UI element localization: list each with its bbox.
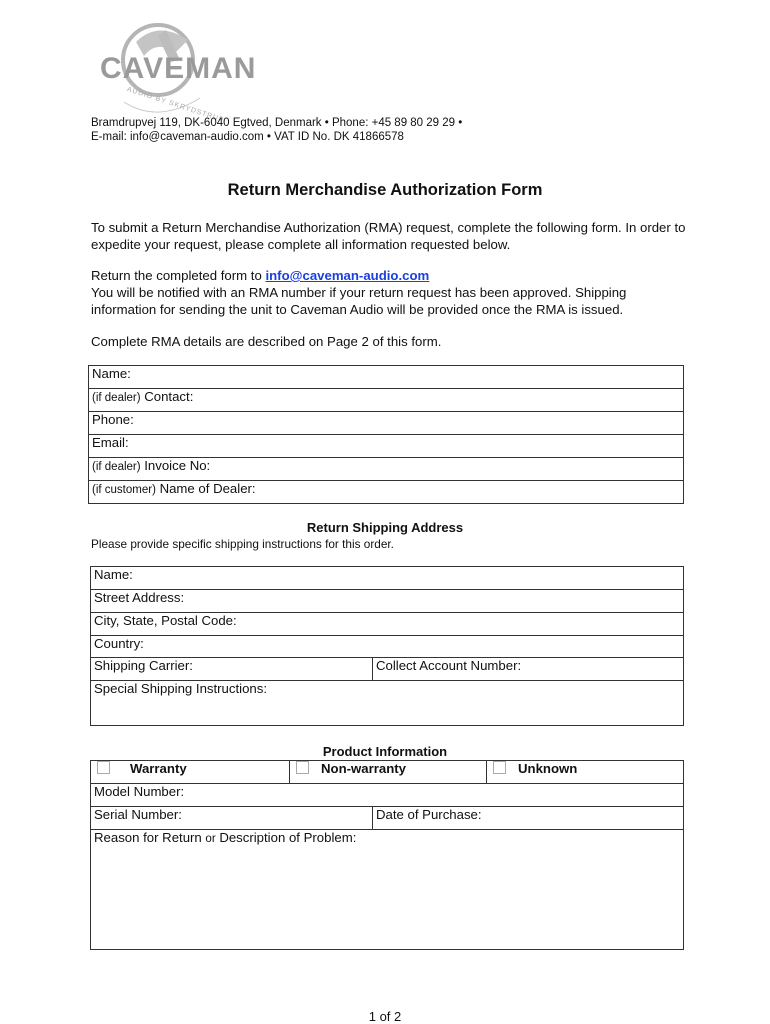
contact-field-label: Email:: [92, 435, 129, 450]
rma-details-note: Complete RMA details are described on Page 2 of this form.: [91, 334, 442, 349]
ship-carrier-label: Shipping Carrier:: [94, 658, 193, 673]
ship-special-field[interactable]: [91, 681, 684, 726]
contact-field-label: Phone:: [92, 412, 134, 427]
shipping-table: [90, 566, 684, 726]
ship-special-label: Special Shipping Instructions:: [94, 681, 268, 696]
purchase-date-label: Date of Purchase:: [376, 807, 482, 822]
unknown-checkbox[interactable]: [493, 761, 506, 774]
ship-country-field[interactable]: [91, 636, 684, 658]
product-heading: Product Information: [322, 744, 448, 759]
reason-label-or: or: [205, 833, 216, 845]
contact-field-1[interactable]: [89, 389, 684, 412]
ship-name-label: Name:: [94, 567, 133, 582]
non-warranty-checkbox[interactable]: [296, 761, 309, 774]
address-line-1: Bramdrupvej 119, DK-6040 Egtved, Denmark • Phone: +45 89 80 29 29 •: [91, 117, 463, 129]
contact-field-2[interactable]: [89, 412, 684, 435]
serial-number-field[interactable]: [91, 807, 373, 830]
contact-field-label: Invoice No:: [140, 458, 211, 473]
shipping-instructions-note: Please provide specific shipping instructions for this order.: [91, 537, 394, 551]
ship-city-field[interactable]: [91, 613, 684, 636]
contact-field-3[interactable]: [89, 435, 684, 458]
ship-street-field[interactable]: [91, 590, 684, 613]
notification-text: You will be notified with an RMA number if your return request has been approved. Shipping information for sending the unit to Caveman Audio will be provided once the RMA is issued.: [91, 285, 627, 317]
reason-field[interactable]: [91, 830, 684, 950]
ship-street-label: Street Address:: [94, 590, 185, 605]
option-unknown[interactable]: [487, 761, 684, 784]
reason-label-a: Reason for Return: [94, 830, 206, 845]
model-number-field[interactable]: [91, 784, 684, 807]
ship-collect-field[interactable]: [373, 658, 684, 681]
product-details-table: [90, 783, 684, 950]
address-line-2: E-mail: info@caveman-audio.com • VAT ID No. DK 41866578: [91, 131, 404, 143]
ship-country-label: Country:: [94, 636, 144, 651]
ship-name-field[interactable]: [91, 567, 684, 590]
contact-field-prefix: (if dealer): [92, 461, 141, 473]
non-warranty-label: Non-warranty: [321, 761, 406, 776]
purchase-date-field[interactable]: [373, 807, 684, 830]
contact-field-label: Contact:: [140, 389, 194, 404]
ship-carrier-field[interactable]: [91, 658, 373, 681]
email-link[interactable]: info@caveman-audio.com: [265, 268, 430, 283]
shipping-heading: Return Shipping Address: [306, 520, 464, 535]
contact-field-label: Name of Dealer:: [155, 481, 256, 496]
option-warranty[interactable]: [91, 761, 290, 784]
unknown-label: Unknown: [518, 761, 578, 776]
contact-field-0[interactable]: [89, 366, 684, 389]
page-number: 1 of 2: [368, 1009, 402, 1024]
contact-field-prefix: (if customer): [92, 484, 156, 496]
contact-field-4[interactable]: [89, 458, 684, 481]
contact-field-prefix: (if dealer): [92, 392, 141, 404]
contact-field-label: Name:: [92, 366, 131, 381]
ship-city-label: City, State, Postal Code:: [94, 613, 237, 628]
return-instructions: [91, 267, 691, 318]
contact-field-5[interactable]: [89, 481, 684, 504]
product-options-table: [90, 760, 684, 784]
model-number-label: Model Number:: [94, 784, 185, 799]
page-title: Return Merchandise Authorization Form: [227, 181, 543, 199]
warranty-checkbox[interactable]: [97, 761, 110, 774]
logo-subtext: AUDIO BY SKRYDSTRUP: [125, 86, 226, 125]
contact-table: [88, 365, 684, 504]
option-non-warranty[interactable]: [290, 761, 487, 784]
logo-wordmark: CAVEMAN: [100, 52, 257, 85]
reason-label-b: Description of Problem:: [215, 830, 357, 845]
return-prefix: Return the completed form to: [91, 268, 266, 283]
serial-number-label: Serial Number:: [94, 807, 182, 822]
ship-collect-label: Collect Account Number:: [376, 658, 522, 673]
intro-paragraph: To submit a Return Merchandise Authorization (RMA) request, complete the following form. In order to expedite your request, please complete all information requested below.: [91, 220, 686, 252]
warranty-label: Warranty: [130, 761, 187, 776]
